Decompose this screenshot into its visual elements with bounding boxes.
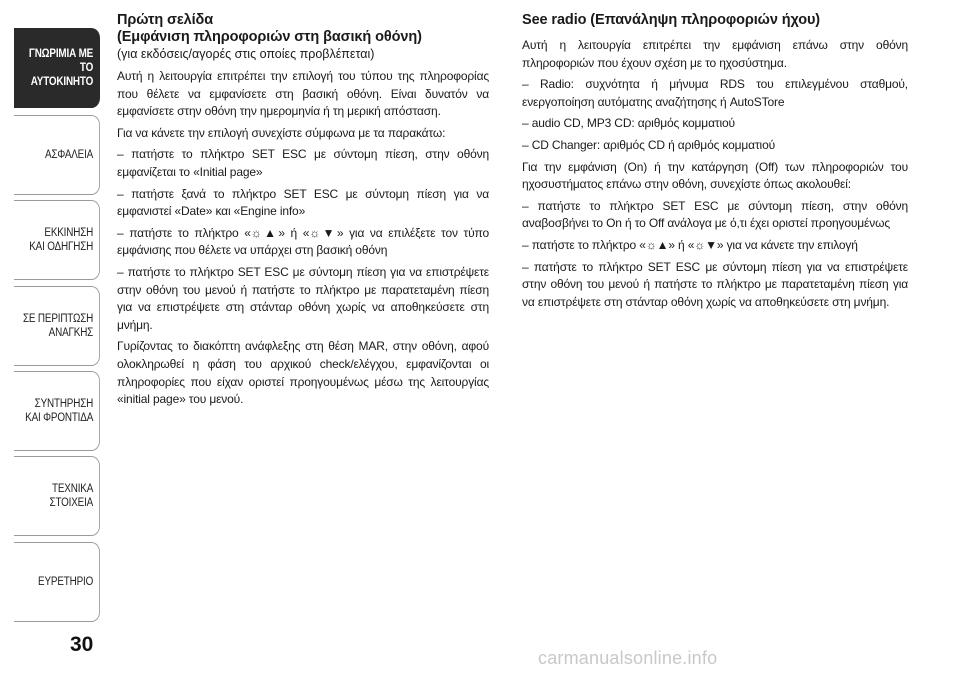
list-item: – πατήστε ξανά το πλήκτρο SET ESC με σύντομη πίεση για να εμφανιστεί «Date» και «Engine info»: [117, 186, 489, 219]
tab-starting-driving[interactable]: ΕΚΚΙΝΗΣΗ ΚΑΙ ΟΔΗΓΗΣΗ: [14, 200, 100, 280]
tab-emergency[interactable]: ΣΕ ΠΕΡΙΠΤΩΣΗ ΑΝΑΓΚΗΣ: [14, 286, 100, 366]
right-column: [522, 12, 908, 315]
paragraph: Γυρίζοντας το διακόπτη ανάφλεξης στη θέση MAR, στην οθόνη, αφού ολοκληρωθεί η φάση του αρχικού check/ελέγχου, εμφανίζονται οι πληροφορίες που είχαν οριστεί προηγουμένως μέσω της λειτουργίας «initial page» του μενού.: [117, 339, 489, 407]
list-item: – Radio: συχνότητα ή μήνυμα RDS του επιλεγμένου σταθμού, ενεργοποίηση αυτόματης αναζήτησης ή AutoSTore: [522, 77, 908, 109]
list-item: – πατήστε το πλήκτρο SET ESC με σύντομη πίεση, στην οθόνη αναβοσβήνει το On ή το Off ανάλογα με ό,τι έχει οριστεί προηγουμένως: [522, 198, 908, 231]
paragraph: Για να κάνετε την επιλογή συνεχίστε σύμφωνα με τα παρακάτω:: [117, 125, 446, 140]
paragraph: Αυτή η λειτουργία επιτρέπει την εμφάνιση επάνω στην οθόνη πληροφοριών που έχουν σχέση με το ηχοσύστημα.: [522, 38, 908, 70]
left-column: [117, 12, 489, 413]
tab-maintenance[interactable]: ΣΥΝΤΗΡΗΣΗ ΚΑΙ ΦΡΟΝΤΙΔΑ: [14, 371, 100, 451]
list-item: – πατήστε το πλήκτρο «☼▲» ή «☼▼» για να επιλέξετε τον τύπο εμφάνισης που θέλετε να υπάρχει στη βασική οθόνη: [117, 225, 489, 258]
paragraph: Για την εμφάνιση (On) ή την κατάργηση (Off) των πληροφοριών του ηχοσυστήματος επάνω στην οθόνη, συνεχίστε όπως ακολουθεί:: [522, 159, 908, 192]
page-number: 30: [70, 633, 94, 656]
list-item: – audio CD, MP3 CD: αριθμός κομματιού: [522, 116, 735, 131]
section-subtitle: (για εκδόσεις/αγορές στις οποίες προβλέπεται): [117, 47, 375, 61]
section-title-line2: (Εμφάνιση πληροφοριών στη βασική οθόνη): [117, 29, 422, 45]
list-item: – πατήστε το πλήκτρο SET ESC με σύντομη πίεση για να επιστρέψετε στην οθόνη του μενού ή πατήστε το πλήκτρο με παρατεταμένη πίεση για να επιστρέψετε στη στάνταρ οθόνη χωρίς να αποθηκεύσετε στη μνήμη.: [522, 259, 908, 309]
list-item: – πατήστε το πλήκτρο SET ESC με σύντομη πίεση, στην οθόνη εμφανίζεται το «Initial page»: [117, 147, 489, 179]
paragraph: Αυτή η λειτουργία επιτρέπει την επιλογή του τύπου της πληροφορίας που θέλετε να εμφανίσετε στη βασική οθόνη. Είναι δυνατόν να εμφανίσετε στην οθόνη την ημερομηνία ή τη μερική απόσταση.: [117, 69, 489, 119]
tab-getting-to-know[interactable]: ΓΝΩΡΙΜΙΑ ΜΕ ΤΟ ΑΥΤΟΚΙΝΗΤΟ: [14, 28, 100, 108]
tab-safety[interactable]: ΑΣΦΑΛΕΙΑ: [14, 115, 100, 195]
list-item: – CD Changer: αριθμός CD ή αριθμός κομματιού: [522, 137, 775, 152]
section-title: See radio (Επανάληψη πληροφοριών ήχου): [522, 12, 821, 28]
list-item: – πατήστε το πλήκτρο SET ESC με σύντομη πίεση για να επιστρέψετε στην οθόνη του μενού ή πατήστε το πλήκτρο με παρατεταμένη πίεση για να επιστρέψετε στη στάνταρ οθόνη χωρίς να αποθηκεύσετε στη μνήμη.: [117, 264, 489, 332]
tab-technical-data[interactable]: ΤΕΧΝΙΚΑ ΣΤΟΙΧΕΙΑ: [14, 456, 100, 536]
watermark: carmanualsonline.info: [538, 648, 718, 668]
list-item: – πατήστε το πλήκτρο «☼▲» ή «☼▼» για να κάνετε την επιλογή: [522, 237, 858, 252]
section-title-line1: Πρώτη σελίδα: [117, 12, 214, 28]
tab-index[interactable]: ΕΥΡΕΤΗΡΙΟ: [14, 542, 100, 622]
